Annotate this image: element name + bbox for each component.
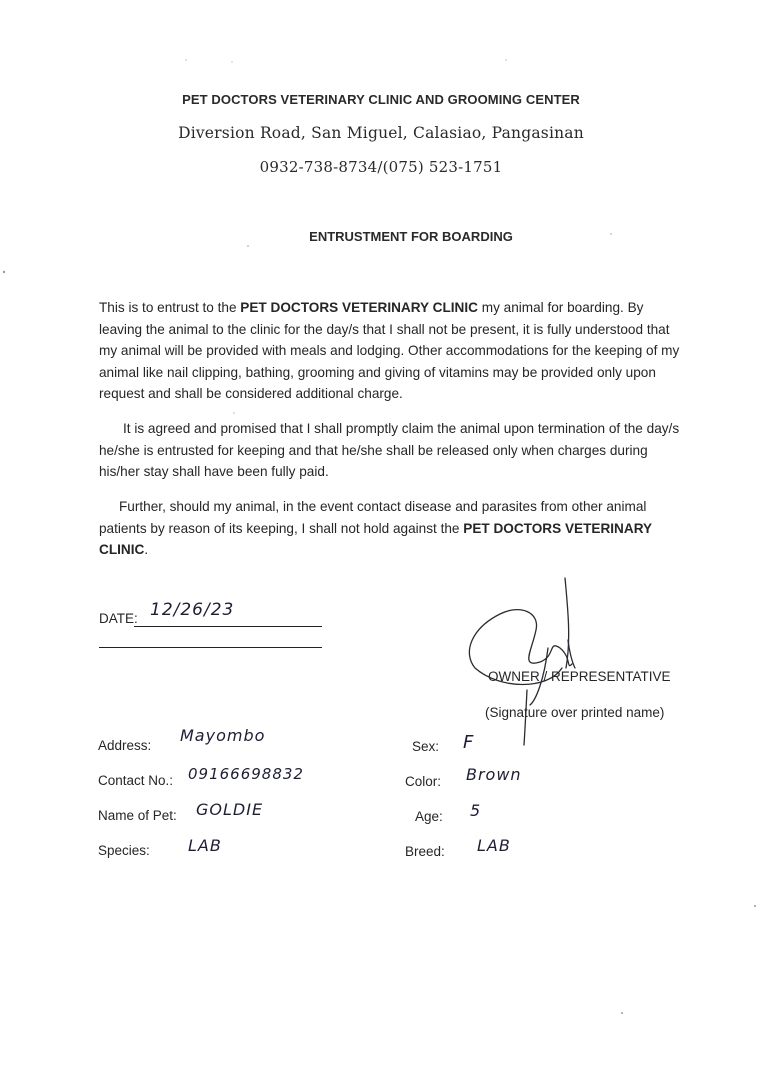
- paragraph1-clinic-name: PET DOCTORS VETERINARY CLINIC: [240, 300, 478, 315]
- pet-name-label: Name of Pet:: [98, 808, 177, 823]
- document-title: ENTRUSTMENT FOR BOARDING: [309, 229, 513, 244]
- sex-value: F: [463, 732, 475, 753]
- clinic-phone: 0932-738-8734/(075) 523-1751: [259, 158, 503, 176]
- clinic-name: PET DOCTORS VETERINARY CLINIC AND GROOMING CENTER: [182, 92, 580, 107]
- paragraph3-text-end: .: [144, 542, 149, 557]
- breed-value: LAB: [477, 836, 511, 855]
- date-value: 12/26/23: [150, 600, 235, 620]
- breed-label: Breed:: [405, 844, 445, 859]
- color-value: Brown: [466, 765, 522, 784]
- address-label: Address:: [98, 738, 152, 753]
- clinic-address: Diversion Road, San Miguel, Calasiao, Pangasinan: [178, 124, 584, 142]
- contact-label: Contact No.:: [98, 773, 174, 788]
- paragraph3-clinic-name: PET DOCTORS VETERINARY CLINIC: [99, 520, 652, 557]
- signature-note: (Signature over printed name): [485, 705, 665, 720]
- address-value: Mayombo: [180, 726, 266, 745]
- paragraph-claim: It is agreed and promised that I shall promptly claim the animal upon termination of the day/s he/she is entrusted for keeping and that he/she shall be released only when charges during his/her stay shall have been fully paid.: [99, 421, 680, 479]
- paragraph3-text-start: Further, should my animal, in the event contact disease and parasites from other animal patients by reason of its keeping, I shall not hold against the: [99, 499, 647, 536]
- sex-label: Sex:: [412, 739, 440, 754]
- age-label: Age:: [415, 809, 443, 824]
- age-value: 5: [470, 801, 482, 820]
- owner-representative-label: OWNER / REPRESENTATIVE: [488, 669, 671, 684]
- pet-name-value: GOLDIE: [196, 800, 264, 819]
- paragraph1-text-start: This is to entrust to the: [99, 300, 241, 315]
- species-value: LAB: [188, 836, 222, 855]
- color-label: Color:: [405, 774, 442, 789]
- species-label: Species:: [98, 843, 150, 858]
- date-label: DATE:: [99, 611, 138, 626]
- paragraph1-text-end: my animal for boarding. By leaving the animal to the clinic for the day/s that I shall not be present, it is fully understood that my animal will be provided with meals and lodging. Other accommodations for the keeping of my animal like nail clipping, bathing, grooming and giving of vitamins may be provided only upon request and shall be considered additional charge.: [99, 300, 680, 401]
- contact-value: 09166698832: [188, 765, 304, 783]
